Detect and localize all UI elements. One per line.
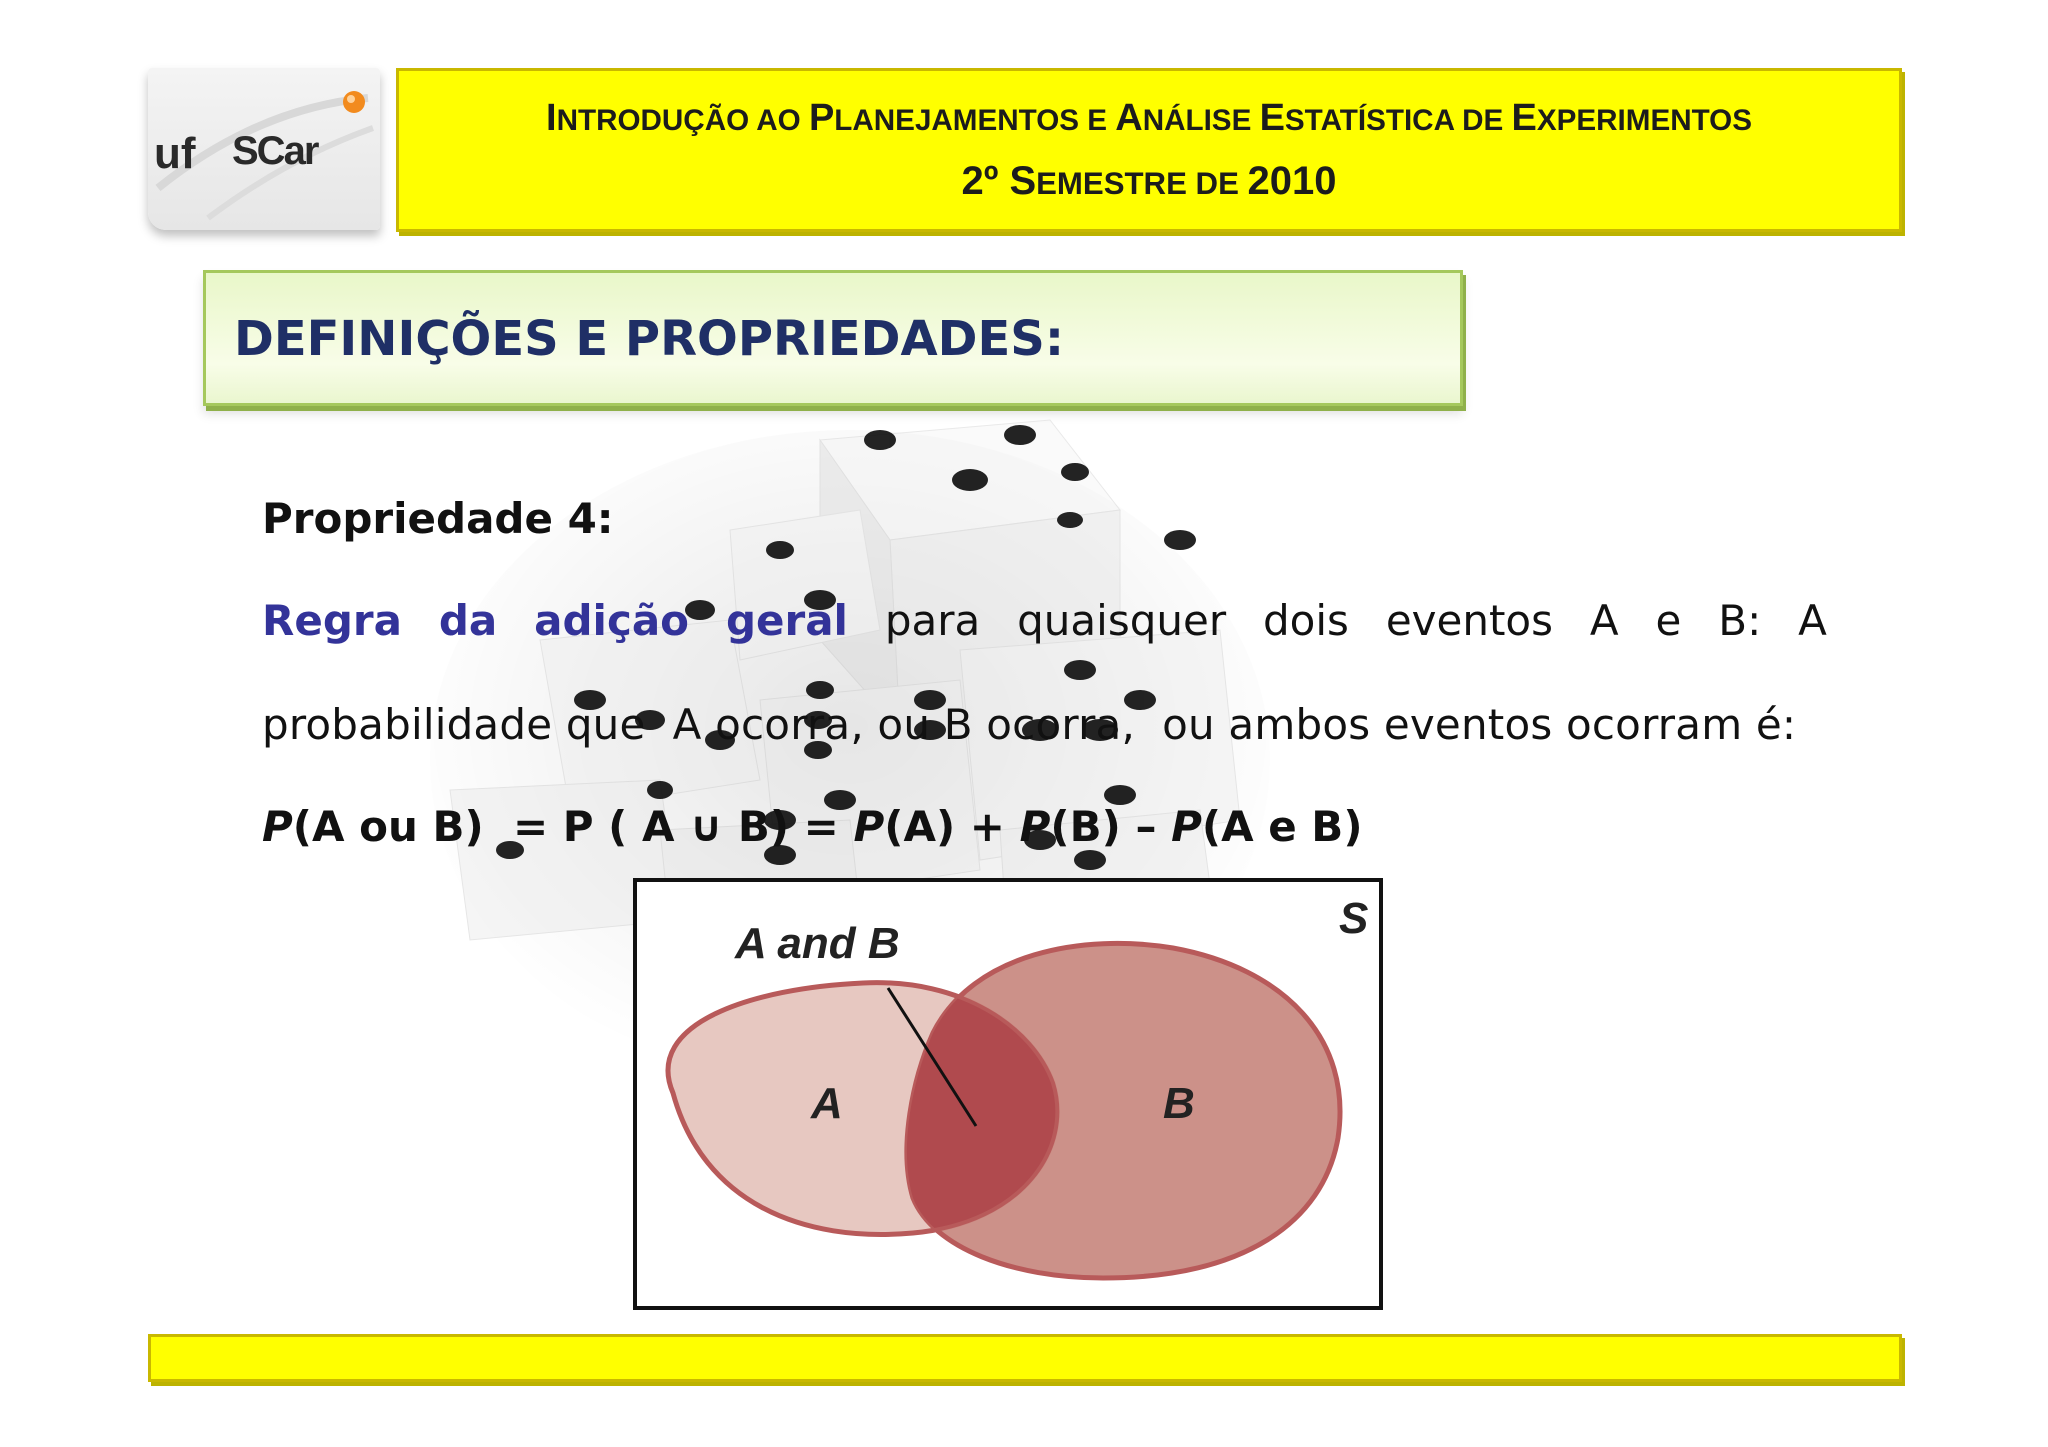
label-b: B [1163, 1079, 1195, 1128]
section-title: DEFINIÇÕES E PROPRIEDADES: [234, 311, 1065, 367]
paragraph-word: eventos [1385, 596, 1554, 645]
svg-text:SCar: SCar [232, 129, 318, 173]
course-title: INTRODUÇÃO AO PLANEJAMENTOS E ANÁLISE ESTATÍSTICA DE EXPERIMENTOS [546, 97, 1752, 139]
addition-rule-formula: P(A ou B) = P ( A ∪ B) = P(A) + P(B) – P(A e B) [262, 802, 1363, 851]
rule-name-word: da [438, 596, 498, 645]
label-s: S [1339, 894, 1369, 943]
paragraph-word: quaisquer [1017, 596, 1227, 645]
svg-text:uf: uf [154, 129, 196, 178]
paragraph-word: A [1798, 596, 1827, 645]
semester-label: 2º SEMESTRE DE 2010 [961, 159, 1337, 203]
rule-paragraph-line-2: probabilidade que A ocorra, ou B ocorra, ou ambos eventos ocorram é: [262, 700, 1797, 749]
section-banner [203, 270, 1463, 406]
paragraph-word: dois [1263, 596, 1349, 645]
paragraph-word: para [884, 596, 981, 645]
paragraph-word: A [1589, 596, 1619, 645]
ufscar-logo [148, 68, 380, 230]
paragraph-word: B: [1718, 596, 1762, 645]
rule-name-word: Regra [262, 596, 402, 645]
paragraph-word: e [1655, 596, 1682, 645]
rule-name-word: geral [725, 596, 848, 645]
label-a-and-b: A and B [735, 919, 900, 968]
course-header [396, 68, 1902, 232]
rule-name-word: adição [534, 596, 690, 645]
venn-diagram [633, 878, 1383, 1310]
property-title: Propriedade 4: [262, 494, 614, 543]
label-a: A [811, 1079, 843, 1128]
rule-paragraph-line-1 [262, 596, 1827, 645]
footer-bar [148, 1334, 1902, 1382]
